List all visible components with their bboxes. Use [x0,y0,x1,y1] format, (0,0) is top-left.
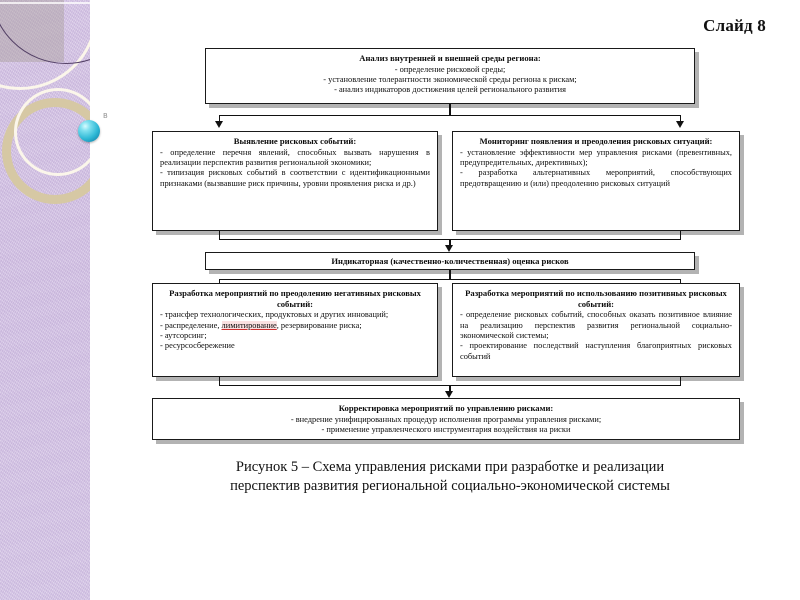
connector-arrow-down-icon [676,121,684,128]
flow-node-item: - анализ индикаторов достижения целей регионального развития [334,85,566,95]
flow-node-monitoring [452,131,740,231]
flow-node-body [160,148,430,190]
flow-node-item: - установление эффективности мер управления рисками (превентивных, предупредительных, директивных); [460,147,732,167]
connector-line [219,279,681,280]
flow-node-identify [152,131,438,231]
flow-node-header: Корректировка мероприятий по управлению рисками: [338,403,554,413]
flow-node-body [160,415,732,436]
flow-node-body [213,65,687,96]
page-title: Слайд 8 [703,16,766,35]
flow-node-header: Выявление рисковых событий: [233,136,357,146]
flow-node-item: - внедрение унифицированных процедур исполнения программы управления рисками; [290,414,602,424]
spellcheck-word: лимитирование [221,320,277,330]
flow-node-body [460,310,732,362]
flow-node-indicator [205,252,695,270]
flow-node-positive [452,283,740,377]
flow-node-item: - установление толерантности экономической среды региона к рискам; [323,75,577,84]
connector-arrow-down-icon [215,121,223,128]
sphere-marker-glyph: в [102,111,109,121]
flow-node-item: - определение перечня явлений, способных вызвать нарушения в реализации перспектив развития региональной экономики; [160,147,430,167]
flow-node-header: Анализ внутренней и внешней среды региона: [359,53,541,63]
flow-node-item: - определение рисковых событий, способных оказать позитивное влияние на реализацию перспектив развития региональной социально-экономической системы; [460,310,732,340]
flow-node-header: Индикаторная (качественно-количественная) оценка рисков [331,256,569,266]
flow-node-item-spellchecked: - распределение, лимитирование, резервирование риска; [160,320,362,330]
connector-arrow-down-icon [445,391,453,398]
connector-arrow-down-icon [445,245,453,252]
flow-node-body [460,148,732,190]
flow-node-item: - трансфер технологических, продуктовых и других инноваций; [160,310,389,320]
flow-node-item: - проектирование последствий наступления благоприятных рисковых событий [460,341,732,361]
figure-caption [120,458,780,496]
flow-node-correction [152,398,740,440]
flow-node-item: - аутсорсинг; [160,331,207,340]
flow-node-item: - ресурсосбережение [160,341,235,351]
flow-node-header: Разработка мероприятий по преодолению негативных рисковых событий: [169,288,421,309]
flow-node-item: - определение рисковой среды; [394,64,506,74]
flow-node-header: Мониторинг появления и преодоления рисковых ситуаций: [479,136,713,146]
flow-node-negative [152,283,438,377]
connector-line [219,115,681,116]
flow-node-header: Разработка мероприятий по использованию позитивных рисковых событий: [465,288,727,309]
flow-node-body [160,310,430,352]
flow-node-analysis [205,48,695,104]
flow-node-item: - применение управленческого инструментария воздействия на риски [321,425,571,434]
flow-node-item: - типизация рисковых событий в соответствии с идентификационными признаками (вызвавшие риск причины, уровни проявления риска и др.) [160,168,430,188]
figure-caption-line-1: Рисунок 5 – Схема управления рисками при разработке и реализации [235,459,665,475]
flow-node-item: - разработка альтернативных мероприятий, способствующих предотвращению и (или) преодолению рисковых ситуаций [460,168,732,188]
figure-caption-line-2: перспектив развития региональной социально-экономической системы [230,478,670,494]
